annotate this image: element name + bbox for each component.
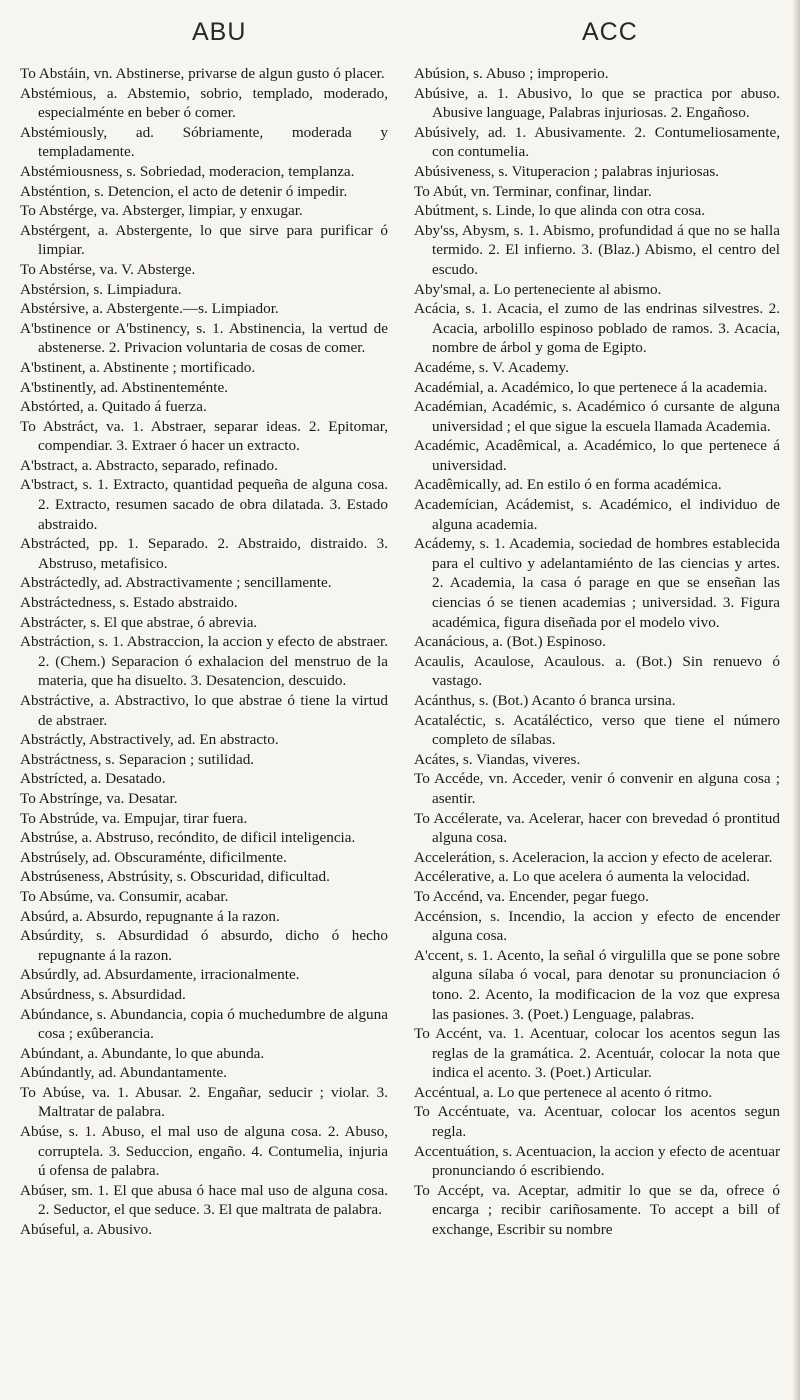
dictionary-entry: To Abstráct, va. 1. Abstraer, separar ideas. 2. Epitomar, compendiar. 3. Extraer ó hacer un extracto. <box>20 417 388 455</box>
page-edge-shadow <box>792 0 800 1400</box>
dictionary-entry: To Abút, vn. Terminar, confinar, lindar. <box>414 182 652 200</box>
dictionary-entry: Abstérsion, s. Limpiadura. <box>20 280 182 298</box>
dictionary-entry: Abstrácter, s. El que abstrae, ó abrevia. <box>20 613 258 631</box>
dictionary-entry: Abstérsive, a. Abstergente.—s. Limpiador. <box>20 300 279 318</box>
dictionary-entry: To Abstáin, vn. Abstinerse, privarse de algun gusto ó placer. <box>20 65 385 82</box>
dictionary-entry: Accelerátion, s. Aceleracion, la accion y efecto de acelerar. <box>414 848 773 866</box>
page-header <box>0 18 800 52</box>
header-left-guide-word: ABU <box>192 18 247 46</box>
dictionary-entry: Abstráction, s. 1. Abstraccion, la accion y efecto de abstraer. 2. (Chem.) Separacion ó exhalacion del menstruo de la materia, que ha disuelto. 3. Desatencion, descuido. <box>20 633 388 690</box>
dictionary-entry: Acataléctic, s. Acatáléctico, verso que tiene el número completo de sílabas. <box>414 711 780 749</box>
dictionary-entry: Accénsion, s. Incendio, la accion y efecto de encender alguna cosa. <box>414 907 780 945</box>
dictionary-entry: Abstráctedness, s. Estado abstraido. <box>20 594 238 612</box>
dictionary-entry: Abstórted, a. Quitado á fuerza. <box>20 398 207 416</box>
dictionary-entry: Abstráctly, Abstractively, ad. En abstracto. <box>20 731 279 749</box>
dictionary-entry: Acánthus, s. (Bot.) Acanto ó branca ursina. <box>414 692 676 709</box>
dictionary-entry: Abstémious, a. Abstemio, sobrio, templado, moderado, especialménte en beber ó comer. <box>20 84 388 122</box>
dictionary-entry: Abúndant, a. Abundante, lo que abunda. <box>20 1044 265 1062</box>
dictionary-entry: Abútment, s. Linde, lo que alinda con otra cosa. <box>414 202 706 220</box>
dictionary-entry: Abstérgent, a. Abstergente, lo que sirve para purificar ó limpiar. <box>20 221 388 259</box>
dictionary-entry: Absúrd, a. Absurdo, repugnante á la razon. <box>20 907 280 925</box>
dictionary-entry: Abúser, sm. 1. El que abusa ó hace mal uso de alguna cosa. 2. Seductor, el que seduce. 3. El que maltrata de palabra. <box>20 1181 388 1219</box>
dictionary-entry: Abstráctedly, ad. Abstractivamente ; sencillamente. <box>20 574 332 592</box>
dictionary-entry: Abúsively, ad. 1. Abusivamente. 2. Contumeliosamente, con contumelia. <box>414 123 780 161</box>
dictionary-entry: Accéntual, a. Lo que pertenece al acento ó ritmo. <box>414 1083 713 1101</box>
left-column <box>20 64 388 1240</box>
dictionary-entry: Abstrúse, a. Abstruso, recóndito, de dificil inteligencia. <box>20 829 356 847</box>
dictionary-entry: Absúrdity, s. Absurdidad ó absurdo, dicho ó hecho repugnante á la razon. <box>20 927 388 964</box>
dictionary-entry: Acátes, s. Viandas, viveres. <box>414 750 581 768</box>
dictionary-entry: Abúseful, a. Abusivo. <box>20 1221 153 1239</box>
dictionary-entry: Abúndance, s. Abundancia, copia ó muchedumbre de alguna cosa ; exûberancia. <box>20 1005 388 1043</box>
dictionary-entry: Absúrdly, ad. Absurdamente, irracionalmente. <box>20 966 300 984</box>
dictionary-entry: To Abstérse, va. V. Absterge. <box>20 260 196 278</box>
dictionary-entry: Abstrúseness, Abstrúsity, s. Obscuridad, dificultad. <box>20 868 330 886</box>
dictionary-entry: Académe, s. V. Academy. <box>414 358 569 376</box>
dictionary-entry: To Abstérge, va. Absterger, limpiar, y enxugar. <box>20 202 303 220</box>
dictionary-entry: To Abstrínge, va. Desatar. <box>20 789 178 807</box>
dictionary-entry: Accentuátion, s. Acentuacion, la accion y efecto de acentuar pronunciando ó escribiendo. <box>414 1142 780 1180</box>
dictionary-entry: Acádemy, s. 1. Academia, sociedad de hombres establecida para el cultivo y adelantamiénto de las ciencias y artes. 2. Academia, la casa ó parage en que se enseñan las ciencias ó se tienen academias ; universidad. 3. Figura académica, figura diseñada por el modelo vivo. <box>414 535 780 631</box>
dictionary-entry: Academícian, Acádemist, s. Académico, el individuo de alguna academia. <box>414 496 780 533</box>
dictionary-entry: To Accépt, va. Aceptar, admitir lo que se da, ofrece ó encarga ; recibir cariñosamente. To accept a bill of exchange, Escribir su nombre <box>414 1181 780 1239</box>
dictionary-entry: To Abúse, va. 1. Abusar. 2. Engañar, seducir ; violar. 3. Maltratar de palabra. <box>20 1083 388 1121</box>
dictionary-entry: A'bstract, a. Abstracto, separado, refinado. <box>20 456 278 474</box>
dictionary-entry: Abúse, s. 1. Abuso, el mal uso de alguna cosa. 2. Abuso, corruptela. 3. Seduccion, engaño. 4. Contumelia, injuria ú ofensa de palabra. <box>20 1123 388 1180</box>
dictionary-entry: Abúsiveness, s. Vituperacion ; palabras injuriosas. <box>414 162 720 180</box>
dictionary-entry: To Abstrúde, va. Empujar, tirar fuera. <box>20 809 248 827</box>
dictionary-entry: Abstráctive, a. Abstractivo, lo que abstrae ó tiene la virtud de abstraer. <box>20 692 388 729</box>
dictionary-entry: To Accént, va. 1. Acentuar, colocar los acentos segun las reglas de la gramática. 2. Acentuár, colocar la nota que indica el acento. 3. (Poet.) Articular. <box>414 1025 780 1082</box>
dictionary-entry: Abúsive, a. 1. Abusivo, lo que se practica por abuso. Abusive language, Palabras injuriosas. 2. Engañoso. <box>414 84 780 122</box>
dictionary-entry: Abstrícted, a. Desatado. <box>20 770 166 788</box>
dictionary-entry: A'bstinently, ad. Abstinenteménte. <box>20 378 229 396</box>
dictionary-entry: To Accénd, va. Encender, pegar fuego. <box>414 887 649 905</box>
dictionary-entry: To Accéde, vn. Acceder, venir ó convenir en alguna cosa ; asentir. <box>414 770 780 807</box>
dictionary-entry: Accélerative, a. Lo que acelera ó aumenta la velocidad. <box>414 868 751 886</box>
dictionary-entry: Abúndantly, ad. Abundantamente. <box>20 1064 227 1082</box>
dictionary-entry: Abstráctness, s. Separacion ; sutilidad. <box>20 750 255 768</box>
dictionary-entry: To Accélerate, va. Acelerar, hacer con brevedad ó prontitud alguna cosa. <box>414 809 780 847</box>
dictionary-entry: Aby'ss, Abysm, s. 1. Abismo, profundidad á que no se halla termido. 2. El infierno. 3. (Blaz.) Abismo, el centro del escudo. <box>414 221 780 278</box>
dictionary-entry: Absténtion, s. Detencion, el acto de detenir ó impedir. <box>20 182 348 200</box>
dictionary-entry: A'ccent, s. 1. Acento, la señal ó virgulilla que se pone sobre alguna sílaba ó vocal, para denotar su pronunciacion ó tono. 2. Acento, la modificacion de la voz que expresa las pasiones. 3. (Poet.) Lenguage, palabras. <box>414 946 780 1023</box>
dictionary-entry: Aby'smal, a. Lo perteneciente al abismo. <box>414 280 662 298</box>
dictionary-entry: Académial, a. Académico, lo que pertenece á la academia. <box>414 378 768 396</box>
dictionary-entry: A'bstinent, a. Abstinente ; mortificado. <box>20 358 256 376</box>
dictionary-entry: A'bstract, s. 1. Extracto, quantidad pequeña de alguna cosa. 2. Extracto, resumen sacado de obra dilatada. 3. Estado abstraido. <box>20 476 388 533</box>
dictionary-entry: Abstémiously, ad. Sóbriamente, moderada y templadamente. <box>20 123 388 161</box>
header-right-guide-word: ACC <box>582 18 638 46</box>
dictionary-entry: Académian, Académic, s. Académico ó cursante de alguna universidad ; el que sigue la escuela llamada Academia. <box>414 398 780 435</box>
dictionary-entry: Académic, Acadêmical, a. Académico, lo que pertenece á universidad. <box>414 437 780 474</box>
dictionary-entry: Abstrácted, pp. 1. Separado. 2. Abstraido, distraido. 3. Abstruso, metafisico. <box>20 535 388 572</box>
dictionary-entry: Abstrúsely, ad. Obscuraménte, dificilmente. <box>20 848 287 866</box>
dictionary-entry: Abúsion, s. Abuso ; improperio. <box>414 65 609 82</box>
dictionary-entry: A'bstinence or A'bstinency, s. 1. Abstinencia, la vertud de abstenerse. 2. Privacion voluntaria de cosas de comer. <box>20 319 388 357</box>
right-column <box>414 64 780 1240</box>
dictionary-entry: Acanácious, a. (Bot.) Espinoso. <box>414 633 606 651</box>
dictionary-entry: Acácia, s. 1. Acacia, el zumo de las endrinas silvestres. 2. Acacia, arbolillo espinoso poblado de ramos. 3. Acacia, nombre de árbol y goma de Egipto. <box>414 300 780 357</box>
dictionary-entry: Acadêmically, ad. En estilo ó en forma académica. <box>414 476 722 494</box>
dictionary-entry: Abstémiousness, s. Sobriedad, moderacion, templanza. <box>20 162 355 180</box>
dictionary-entry: To Absúme, va. Consumir, acabar. <box>20 887 229 905</box>
dictionary-entry: Absúrdness, s. Absurdidad. <box>20 985 186 1003</box>
dictionary-entry: Acaulis, Acaulose, Acaulous. a. (Bot.) Sin renuevo ó vastago. <box>414 652 780 690</box>
dictionary-entry: To Accéntuate, va. Acentuar, colocar los acentos segun regla. <box>414 1103 780 1141</box>
